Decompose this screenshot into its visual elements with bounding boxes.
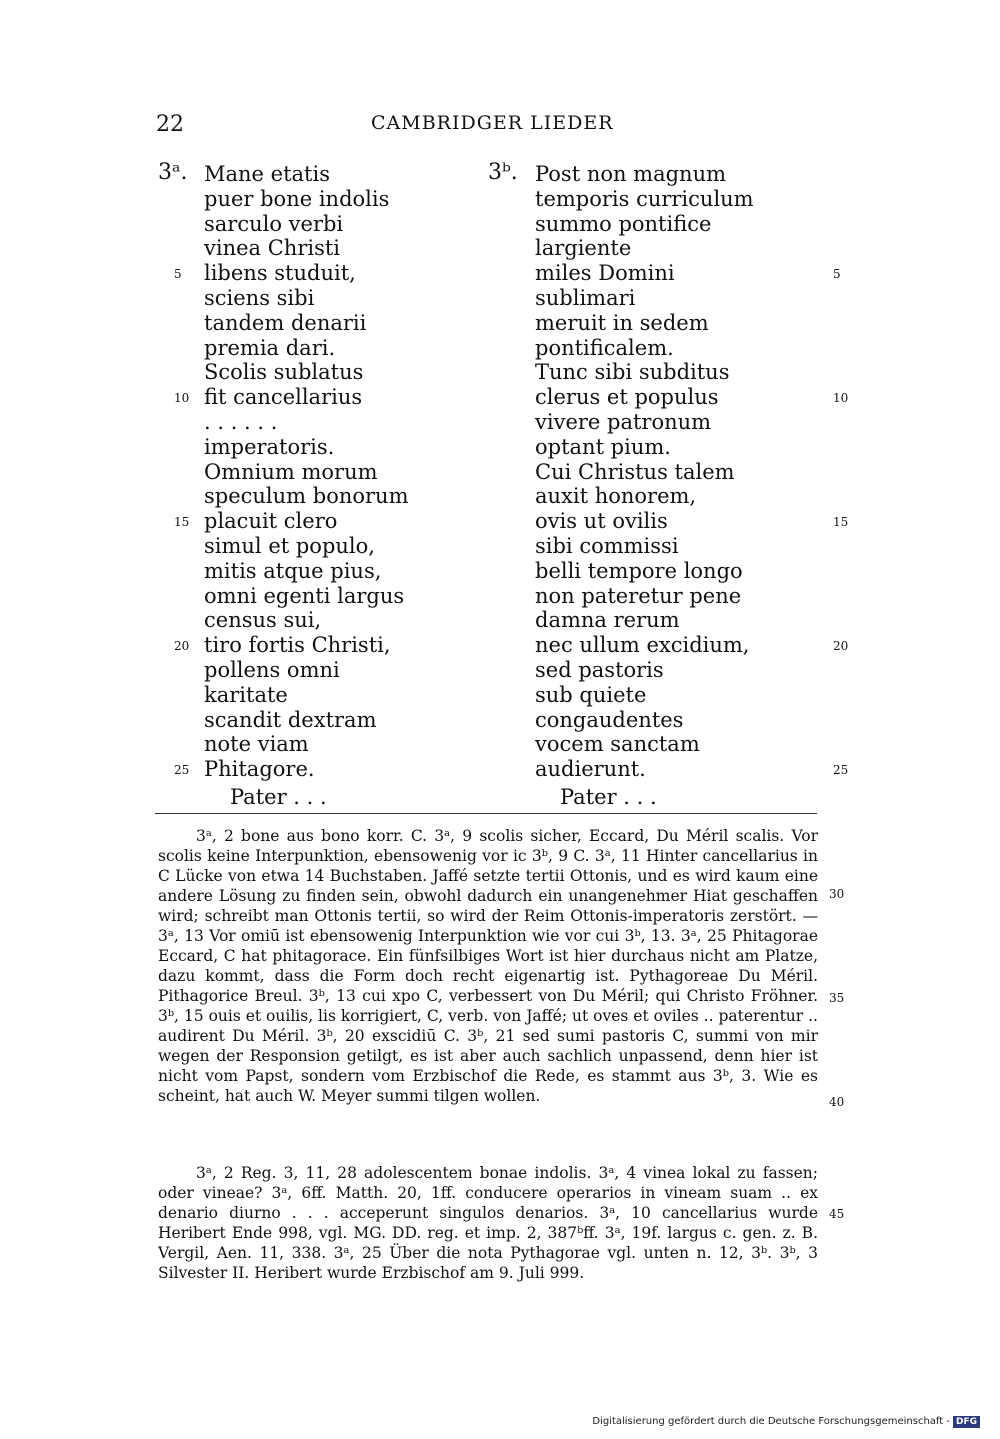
verse-line: Scolis sublatus [204, 360, 364, 385]
verse-line: simul et populo, [204, 534, 375, 558]
verse-line: karitate [204, 682, 288, 707]
verse-line: pollens omni [204, 658, 340, 682]
line-number-right: 10 [833, 391, 849, 406]
footnote-rule [155, 813, 817, 814]
verse-line: damna rerum [535, 608, 680, 633]
line-number-left: 5 [174, 267, 182, 282]
poem-columns [0, 160, 1000, 820]
line-number-right: 15 [833, 515, 849, 530]
page-header [156, 112, 816, 142]
verse-line: temporis curriculum [535, 186, 754, 211]
line-number-right: 20 [833, 639, 849, 654]
stanza-label-3a: 3ᵃ. [158, 160, 188, 185]
verse-line: optant pium. [535, 434, 671, 459]
pater-refrain-right: Pater . . . [560, 785, 657, 809]
note-line-number: 40 [829, 1095, 845, 1109]
verse-line: auxit honorem, [535, 484, 697, 509]
verse-line: Omnium morum [204, 459, 378, 484]
note-line-number: 35 [829, 991, 845, 1005]
verse-line: largiente [535, 236, 632, 261]
verse-line: speculum bonorum [204, 484, 409, 509]
verse-line: vivere patronum [535, 410, 712, 434]
verse-line: omni egenti largus [204, 583, 405, 608]
verse-line: Tunc sibi subditus [535, 360, 730, 385]
verse-line: note viam [204, 732, 309, 757]
verse-line: congaudentes [535, 707, 684, 732]
running-title: CAMBRIDGER LIEDER [371, 112, 614, 134]
verse-line: fit cancellarius [204, 385, 363, 410]
note-line-number: 45 [829, 1207, 845, 1221]
verse-line: vocem sanctam [535, 732, 700, 757]
verse-line: sed pastoris [535, 658, 664, 682]
page-number: 22 [156, 112, 184, 137]
digitization-credit [592, 1416, 980, 1428]
verse-line: tandem denarii [204, 310, 367, 335]
verse-line: libens studuit, [204, 261, 356, 286]
critical-notes-text: 3ᵃ, 2 bone aus bono korr. C. 3ᵃ, 9 scolis sicher, Eccard, Du Méril scalis. Vor scolis keine Interpunktion, ebensowenig vor ic 3ᵇ, 9 C. 3ᵃ, 11 Hinter cancellarius in C Lücke von etwa 14 Buchstaben. Jaffé setzte tertii Ottonis, und es wird kaum eine andere Lösung zu finden sein, obwohl dadurch ein unangenehmer Hiat geschaffen wird; schreibt man Ottonis tertii, so wird der Reim Ottonis-imperatoris zerstört. — 3ᵃ, 13 Vor omiū ist ebensowenig Interpunktion wie vor cui 3ᵇ, 13. 3ᵃ, 25 Phitagorae Eccard, C hat phitagorace. Ein fünfsilbiges Wort ist hier durchaus nicht am Platze, dazu kommt, dass die Form doch recht eigenartig ist. Pythagoreae Du Méril. Pithagorice Breul. 3ᵇ, 13 cui xpo C, verbessert von Du Méril; qui Christo Fröhner. 3ᵇ, 15 ouis et ouilis, lis korrigiert, C, verb. von Jaffé; ut oves et oviles .. paterentur .. audirent Du Méril. 3ᵇ, 20 exscidiū C. 3ᵇ, 21 sed sumi pastoris C, summi von mir wegen der Responsion getilgt, es ist aber auch sachlich unpassend, denn hier ist nicht vom Papst, sondern vom Erzbischof die Rede, es stammt aus 3ᵇ, 3. Wie es scheint, hat auch W. Meyer summi tilgen wollen. [158, 827, 818, 1105]
verse-line: Cui Christus talem [535, 459, 735, 484]
line-number-left: 20 [174, 639, 190, 654]
verse-line: non pateretur pene [535, 583, 742, 608]
verse-line: ovis ut ovilis [535, 509, 668, 534]
verse-line: mitis atque pius, [204, 558, 382, 583]
verse-line: audierunt. [535, 757, 646, 782]
verse-line: sciens sibi [204, 286, 315, 310]
commentary [158, 1163, 818, 1283]
line-number-left: 15 [174, 515, 190, 530]
line-number-right: 25 [833, 763, 849, 778]
verse-line: sibi commissi [535, 534, 679, 558]
verse-line: puer bone indolis [204, 186, 390, 211]
verse-line: sarculo verbi [204, 211, 344, 236]
critical-apparatus [158, 826, 818, 1106]
verse-line: sub quiete [535, 682, 647, 707]
verse-line: scandit dextram [204, 707, 377, 732]
verse-line: Phitagore. [204, 757, 315, 782]
stanza-label-3b: 3ᵇ. [488, 160, 518, 185]
line-number-left: 25 [174, 763, 190, 778]
verse-line: premia dari. [204, 335, 336, 360]
commentary-notes-text: 3ᵃ, 2 Reg. 3, 11, 28 adolescentem bonae indolis. 3ᵃ, 4 vinea lokal zu fassen; oder vineae? 3ᵃ, 6ff. Matth. 20, 1ff. conducere operarios in vineam suam .. ex denario diurno . . . acceperunt singulos denarios. 3ᵃ, 10 cancellarius wurde Heribert Ende 998, vgl. MG. DD. reg. et imp. 2, 387ᵇff. 3ᵃ, 19f. largus c. gen. z. B. Vergil, Aen. 11, 338. 3ᵃ, 25 Über die nota Pythagorae vgl. unten n. 12, 3ᵇ. 3ᵇ, 3 Silvester II. Heribert wurde Erzbischof am 9. Juli 999. [158, 1164, 818, 1282]
verse-line: pontificalem. [535, 335, 674, 360]
note-line-number: 30 [829, 887, 845, 901]
verse-line: meruit in sedem [535, 310, 709, 335]
verse-line: summo pontifice [535, 211, 712, 236]
verse-line: imperatoris. [204, 434, 335, 459]
verse-line: clerus et populus [535, 385, 719, 410]
verse-line: nec ullum excidium, [535, 633, 750, 658]
footer-text: Digitalisierung gefördert durch die Deutsche Forschungsgemeinschaft - [592, 1416, 950, 1427]
dfg-logo: DFG [953, 1416, 980, 1428]
verse-line: belli tempore longo [535, 558, 743, 583]
verse-line: census sui, [204, 608, 322, 633]
line-number-right: 5 [833, 267, 841, 282]
verse-line: sublimari [535, 286, 636, 310]
verse-line: miles Domini [535, 261, 675, 286]
verse-line: Mane etatis [204, 162, 330, 186]
verse-line: . . . . . . [204, 410, 278, 434]
verse-line: Post non magnum [535, 162, 727, 186]
pater-refrain-left: Pater . . . [230, 785, 327, 809]
verse-line: vinea Christi [204, 236, 341, 261]
verse-line: placuit clero [204, 509, 338, 534]
line-number-left: 10 [174, 391, 190, 406]
verse-line: tiro fortis Christi, [204, 633, 391, 658]
